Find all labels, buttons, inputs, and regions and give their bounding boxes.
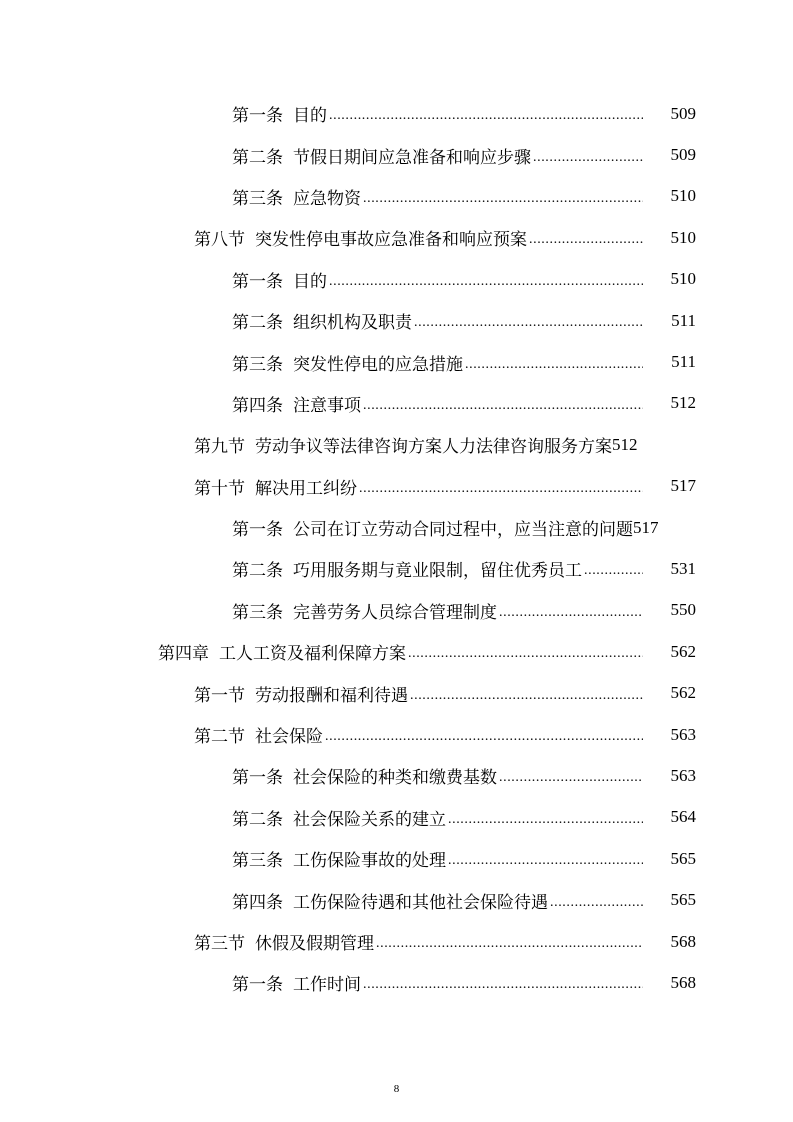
toc-entry-title: 工人工资及福利保障方案 xyxy=(219,644,406,665)
toc-entry-title: 劳动争议等法律咨询方案人力法律咨询服务方案 xyxy=(255,437,612,458)
toc-entry-page-number: 517 xyxy=(633,517,659,537)
toc-entry-page-number: 565 xyxy=(670,848,696,868)
toc-entry[interactable] xyxy=(0,176,793,217)
toc-entry-title: 突发性停电事故应急准备和响应预案 xyxy=(255,230,527,251)
toc-dot-leader xyxy=(529,229,643,246)
toc-entry[interactable] xyxy=(0,838,793,879)
toc-dot-leader xyxy=(499,767,643,784)
toc-entry-page-number: 509 xyxy=(670,103,696,123)
toc-entry-page-number: 511 xyxy=(671,310,696,330)
toc-dot-leader xyxy=(408,643,643,660)
toc-entry[interactable] xyxy=(0,300,793,341)
toc-entry-title: 公司在订立劳动合同过程中，应当注意的问题 xyxy=(293,520,633,541)
toc-entry-number: 第一条 xyxy=(232,520,283,541)
toc-dot-leader xyxy=(550,892,643,909)
toc-entry[interactable] xyxy=(0,259,793,300)
table-of-contents xyxy=(0,93,793,1004)
toc-entry-number: 第四条 xyxy=(232,892,283,913)
toc-entry-title: 目的 xyxy=(293,106,327,127)
toc-entry[interactable] xyxy=(0,548,793,589)
toc-entry-number: 第二条 xyxy=(232,561,283,582)
toc-entry-page-number: 565 xyxy=(670,890,696,910)
toc-entry-title: 完善劳务人员综合管理制度 xyxy=(293,602,497,623)
toc-entry[interactable] xyxy=(0,797,793,838)
toc-entry[interactable] xyxy=(0,631,793,672)
toc-entry[interactable] xyxy=(0,755,793,796)
toc-entry-title: 劳动报酬和福利待遇 xyxy=(255,685,408,706)
toc-entry-page-number: 563 xyxy=(670,724,696,744)
toc-dot-leader xyxy=(376,933,643,950)
toc-entry-title: 注意事项 xyxy=(293,395,361,416)
toc-entry-number: 第一条 xyxy=(232,271,283,292)
toc-entry-number: 第一条 xyxy=(232,975,283,996)
toc-entry-number: 第四条 xyxy=(232,395,283,416)
toc-dot-leader xyxy=(448,850,643,867)
toc-dot-leader xyxy=(414,312,643,329)
toc-entry-number: 第一条 xyxy=(232,106,283,127)
toc-entry-page-number: 531 xyxy=(670,558,696,578)
toc-dot-leader xyxy=(325,726,643,743)
toc-entry-title: 巧用服务期与竟业限制，留住优秀员工 xyxy=(293,561,582,582)
toc-dot-leader xyxy=(329,105,643,122)
page-number: 8 xyxy=(393,1083,400,1095)
toc-dot-leader xyxy=(533,147,643,164)
toc-entry-number: 第八节 xyxy=(194,230,245,251)
toc-dot-leader xyxy=(329,271,643,288)
toc-entry-page-number: 510 xyxy=(670,227,696,247)
toc-dot-leader xyxy=(499,602,643,619)
toc-entry[interactable] xyxy=(0,93,793,134)
toc-entry-title: 工伤保险事故的处理 xyxy=(293,851,446,872)
toc-entry-number: 第十节 xyxy=(194,478,245,499)
toc-entry[interactable] xyxy=(0,424,793,465)
toc-entry-number: 第三条 xyxy=(232,851,283,872)
toc-entry-number: 第二条 xyxy=(232,809,283,830)
toc-entry-number: 第三条 xyxy=(232,354,283,375)
toc-entry-number: 第二节 xyxy=(194,727,245,748)
toc-dot-leader xyxy=(359,478,643,495)
toc-dot-leader xyxy=(584,560,643,577)
toc-entry-page-number: 512 xyxy=(612,434,638,454)
toc-entry-page-number: 562 xyxy=(670,641,696,661)
toc-entry-title: 突发性停电的应急措施 xyxy=(293,354,463,375)
toc-entry-title: 应急物资 xyxy=(293,188,361,209)
toc-entry[interactable] xyxy=(0,921,793,962)
toc-entry-number: 第二条 xyxy=(232,147,283,168)
toc-entry-number: 第三节 xyxy=(194,934,245,954)
toc-entry-title: 节假日期间应急准备和响应步骤 xyxy=(293,147,531,168)
toc-dot-leader xyxy=(448,809,643,826)
toc-entry[interactable] xyxy=(0,507,793,548)
toc-entry-number: 第四章 xyxy=(158,644,209,665)
toc-entry-title: 目的 xyxy=(293,271,327,292)
toc-entry[interactable] xyxy=(0,466,793,507)
toc-entry[interactable] xyxy=(0,217,793,258)
toc-entry-page-number: 511 xyxy=(671,352,696,372)
toc-dot-leader xyxy=(363,974,643,991)
toc-entry-title: 工伤保险待遇和其他社会保险待遇 xyxy=(293,892,548,913)
toc-entry-title: 社会保险 xyxy=(255,727,323,748)
toc-dot-leader xyxy=(410,685,643,702)
toc-entry-page-number: 550 xyxy=(670,600,696,620)
toc-entry[interactable] xyxy=(0,134,793,175)
toc-entry-number: 第一节 xyxy=(194,685,245,706)
toc-entry-number: 第二条 xyxy=(232,313,283,334)
toc-entry-page-number: 509 xyxy=(670,145,696,165)
toc-entry-page-number: 564 xyxy=(670,807,696,827)
toc-entry-title: 工作时间 xyxy=(293,975,361,996)
toc-entry[interactable] xyxy=(0,962,793,1003)
toc-entry[interactable] xyxy=(0,879,793,920)
toc-entry-page-number: 517 xyxy=(670,476,696,496)
toc-entry-title: 解决用工纠纷 xyxy=(255,478,357,499)
toc-entry-number: 第三条 xyxy=(232,602,283,623)
toc-entry-page-number: 512 xyxy=(670,393,696,413)
toc-entry[interactable] xyxy=(0,341,793,382)
toc-entry-page-number: 568 xyxy=(670,931,696,951)
toc-entry[interactable] xyxy=(0,383,793,424)
toc-entry-page-number: 563 xyxy=(670,765,696,785)
toc-dot-leader xyxy=(363,188,643,205)
toc-entry-number: 第三条 xyxy=(232,188,283,209)
toc-entry-title: 社会保险关系的建立 xyxy=(293,809,446,830)
toc-entry-title: 组织机构及职责 xyxy=(293,313,412,334)
toc-entry[interactable] xyxy=(0,590,793,631)
toc-entry[interactable] xyxy=(0,714,793,755)
toc-entry-page-number: 510 xyxy=(670,186,696,206)
toc-entry[interactable] xyxy=(0,672,793,713)
toc-entry-title: 社会保险的种类和缴费基数 xyxy=(293,768,497,789)
toc-entry-number: 第九节 xyxy=(194,437,245,458)
toc-dot-leader xyxy=(465,354,643,371)
toc-entry-page-number: 562 xyxy=(670,683,696,703)
toc-dot-leader xyxy=(363,395,643,412)
toc-entry-page-number: 568 xyxy=(670,972,696,992)
toc-entry-title: 休假及假期管理 xyxy=(255,934,374,954)
toc-entry-page-number: 510 xyxy=(670,269,696,289)
toc-entry-number: 第一条 xyxy=(232,768,283,789)
